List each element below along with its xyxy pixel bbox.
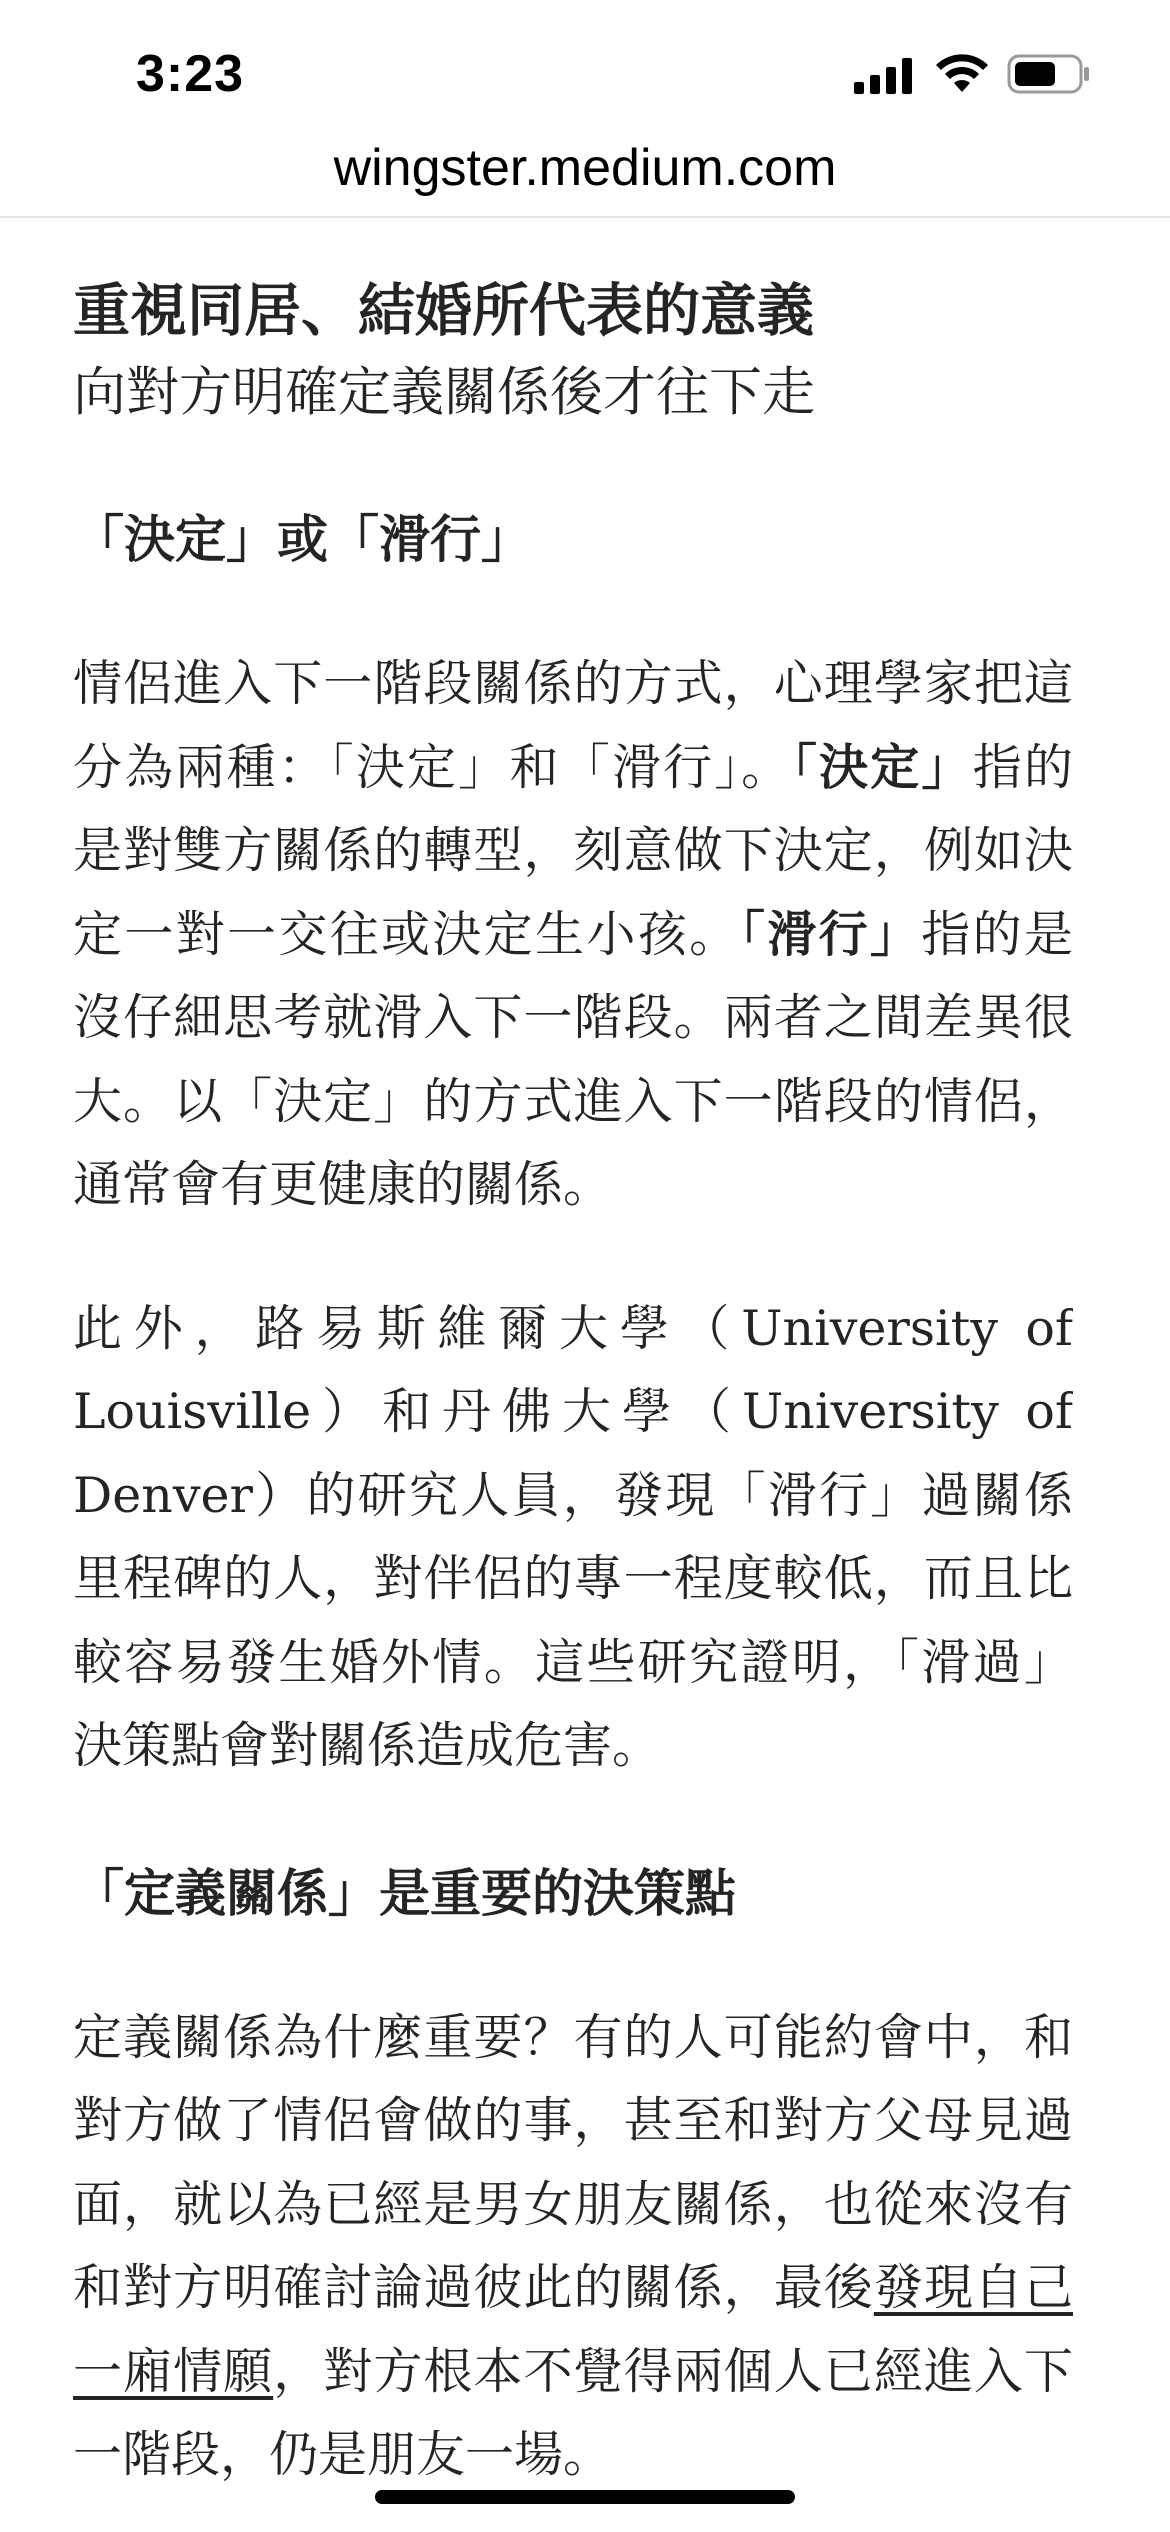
paragraph-text: 定義關係為什麼重要？有的人可能約會中，和對方做了情侶會做的事，甚至和對方父母見過面，就以為已經是男女朋友關係，也從來沒有和對方明確討論過彼此的關係，最後 xyxy=(73,2008,1073,2316)
bold-term-decide: 「決定」 xyxy=(792,738,973,796)
home-indicator[interactable] xyxy=(375,2490,795,2504)
status-time: 3:23 xyxy=(136,45,245,103)
paragraph-text: 此外，路易斯維爾大學（ xyxy=(73,1299,742,1357)
university-name-louisville: University of Louisville xyxy=(73,1299,1073,1440)
paragraph-text: ）和丹佛大學（ xyxy=(311,1383,742,1440)
university-name-denver: University of Denver xyxy=(73,1383,1073,1524)
paragraph-text: 指的是對雙方關係的轉型，刻意做下決定，例如決定一對一交往或決定生小孩。 xyxy=(73,738,1073,963)
article-content xyxy=(73,270,1073,2532)
battery-icon xyxy=(1007,54,1091,94)
paragraph-text: 情侶進入下一階段關係的方式，心理學家把這分為兩種：「決定」和「滑行」。 xyxy=(73,655,1073,796)
cellular-signal-icon xyxy=(854,58,914,94)
address-bar[interactable] xyxy=(0,130,1170,218)
paragraph-research xyxy=(73,1287,1073,1788)
paragraph-decide-slide xyxy=(73,642,1073,1227)
bold-term-slide: 「滑行」 xyxy=(740,905,922,963)
article-link[interactable]: 發現自己一廂情願 xyxy=(73,2259,1073,2400)
paragraph-define-relationship xyxy=(73,1996,1073,2497)
section-heading-define-relationship: 「定義關係」是重要的決策點 xyxy=(73,1864,737,1924)
paragraph-text: 指的是沒仔細思考就滑入下一階段。兩者之間差異很大。以「決定」的方式進入下一階段的情侶，通常會有更健康的關係。 xyxy=(73,905,1073,1213)
article-heading: 重視同居、結婚所代表的意義 xyxy=(73,278,814,344)
paragraph-text: ）的研究人員，發現「滑行」過關係里程碑的人，對伴侶的專一程度較低，而且比較容易發生婚外情。這些研究證明，「滑過」決策點會對關係造成危害。 xyxy=(73,1466,1073,1774)
url-domain[interactable]: wingster.medium.com xyxy=(333,139,837,197)
wifi-icon xyxy=(935,52,989,94)
section-heading-decide-or-slide: 「決定」或「滑行」 xyxy=(73,511,533,570)
article-subheading: 向對方明確定義關係後才往下走 xyxy=(73,362,815,423)
status-bar xyxy=(0,0,1170,150)
paragraph-text: ，對方根本不覺得兩個人已經進入下一階段，仍是朋友一場。 xyxy=(73,2342,1073,2483)
